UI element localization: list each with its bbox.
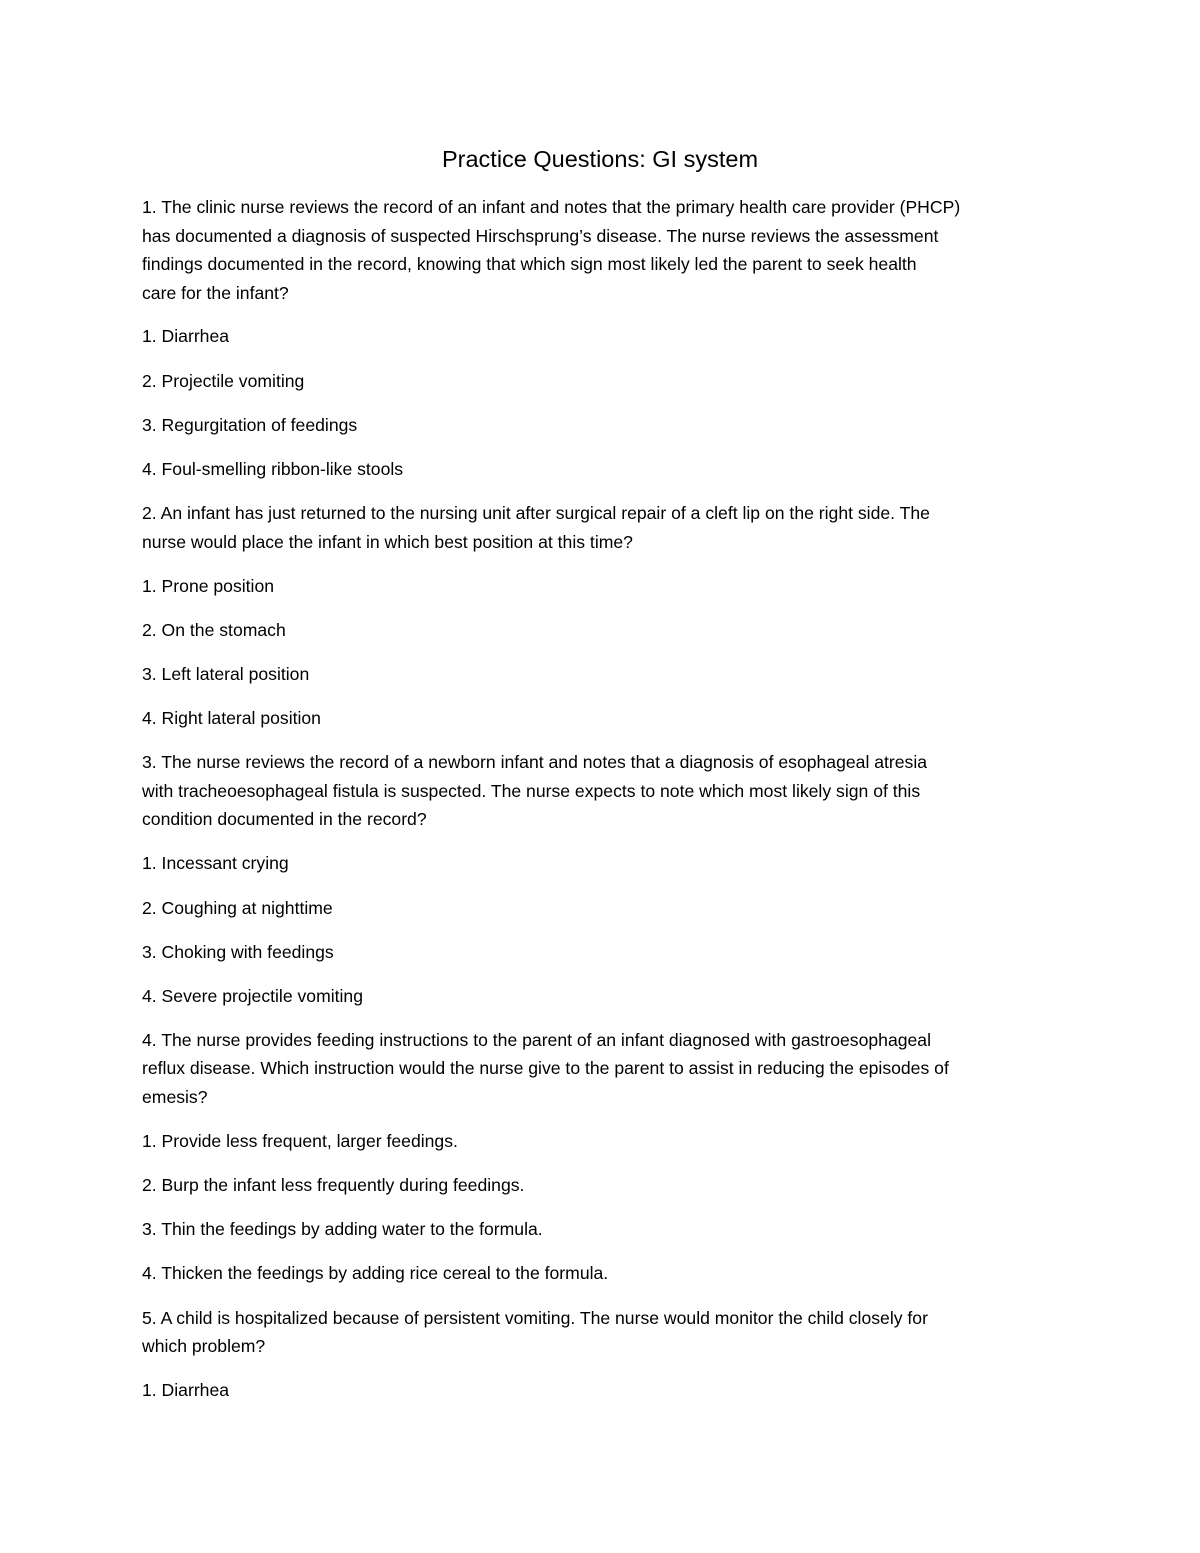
question-5-option-1: 1. Diarrhea bbox=[142, 1380, 230, 1400]
question-1-option-1: 1. Diarrhea bbox=[142, 326, 230, 346]
question-3-option-3: 3. Choking with feedings bbox=[142, 942, 334, 962]
question-3-option-2: 2. Coughing at nighttime bbox=[142, 898, 333, 918]
question-2-option-2: 2. On the stomach bbox=[142, 620, 286, 640]
question-4-option-3: 3. Thin the feedings by adding water to the formula. bbox=[142, 1219, 543, 1239]
question-5-stem-line-1: 5. A child is hospitalized because of persistent vomiting. The nurse would monitor the child closely for bbox=[142, 1308, 928, 1328]
question-4-stem-line-2: reflux disease. Which instruction would the nurse give to the parent to assist in reducing the episodes of bbox=[142, 1058, 949, 1078]
question-1-stem-line-4: care for the infant? bbox=[142, 283, 289, 303]
question-3-stem-line-2: with tracheoesophageal fistula is suspected. The nurse expects to note which most likely sign of this bbox=[142, 781, 921, 801]
question-4-stem-line-3: emesis? bbox=[142, 1087, 208, 1107]
question-4-stem-line-1: 4. The nurse provides feeding instructions to the parent of an infant diagnosed with gastroesophageal bbox=[142, 1030, 931, 1050]
question-1-option-3: 3. Regurgitation of feedings bbox=[142, 415, 358, 435]
question-4-option-2: 2. Burp the infant less frequently during feedings. bbox=[142, 1175, 525, 1195]
question-3-stem-line-3: condition documented in the record? bbox=[142, 809, 427, 829]
question-2-option-3: 3. Left lateral position bbox=[142, 664, 310, 684]
document-title: Practice Questions: GI system bbox=[441, 146, 759, 172]
question-3-stem-line-1: 3. The nurse reviews the record of a newborn infant and notes that a diagnosis of esophageal atresia bbox=[142, 752, 928, 772]
question-2-option-4: 4. Right lateral position bbox=[142, 708, 321, 728]
question-1-stem-line-2: has documented a diagnosis of suspected Hirschsprung’s disease. The nurse reviews the assessment bbox=[142, 226, 939, 246]
question-4-option-1: 1. Provide less frequent, larger feedings. bbox=[142, 1131, 458, 1151]
question-1-stem-line-1: 1. The clinic nurse reviews the record of an infant and notes that the primary health care provider (PHCP) bbox=[142, 197, 961, 217]
question-1-option-4: 4. Foul-smelling ribbon-like stools bbox=[142, 459, 404, 479]
question-4-option-4: 4. Thicken the feedings by adding rice cereal to the formula. bbox=[142, 1263, 609, 1283]
question-3-option-1: 1. Incessant crying bbox=[142, 853, 289, 873]
question-2-stem-line-1: 2. An infant has just returned to the nursing unit after surgical repair of a cleft lip on the right side. The bbox=[142, 503, 930, 523]
question-2-stem-line-2: nurse would place the infant in which best position at this time? bbox=[142, 532, 633, 552]
question-5-stem-line-2: which problem? bbox=[142, 1336, 266, 1356]
question-3-option-4: 4. Severe projectile vomiting bbox=[142, 986, 364, 1006]
question-2-option-1: 1. Prone position bbox=[142, 576, 275, 596]
question-1-stem-line-3: findings documented in the record, knowing that which sign most likely led the parent to seek health bbox=[142, 254, 917, 274]
question-1-option-2: 2. Projectile vomiting bbox=[142, 371, 305, 391]
